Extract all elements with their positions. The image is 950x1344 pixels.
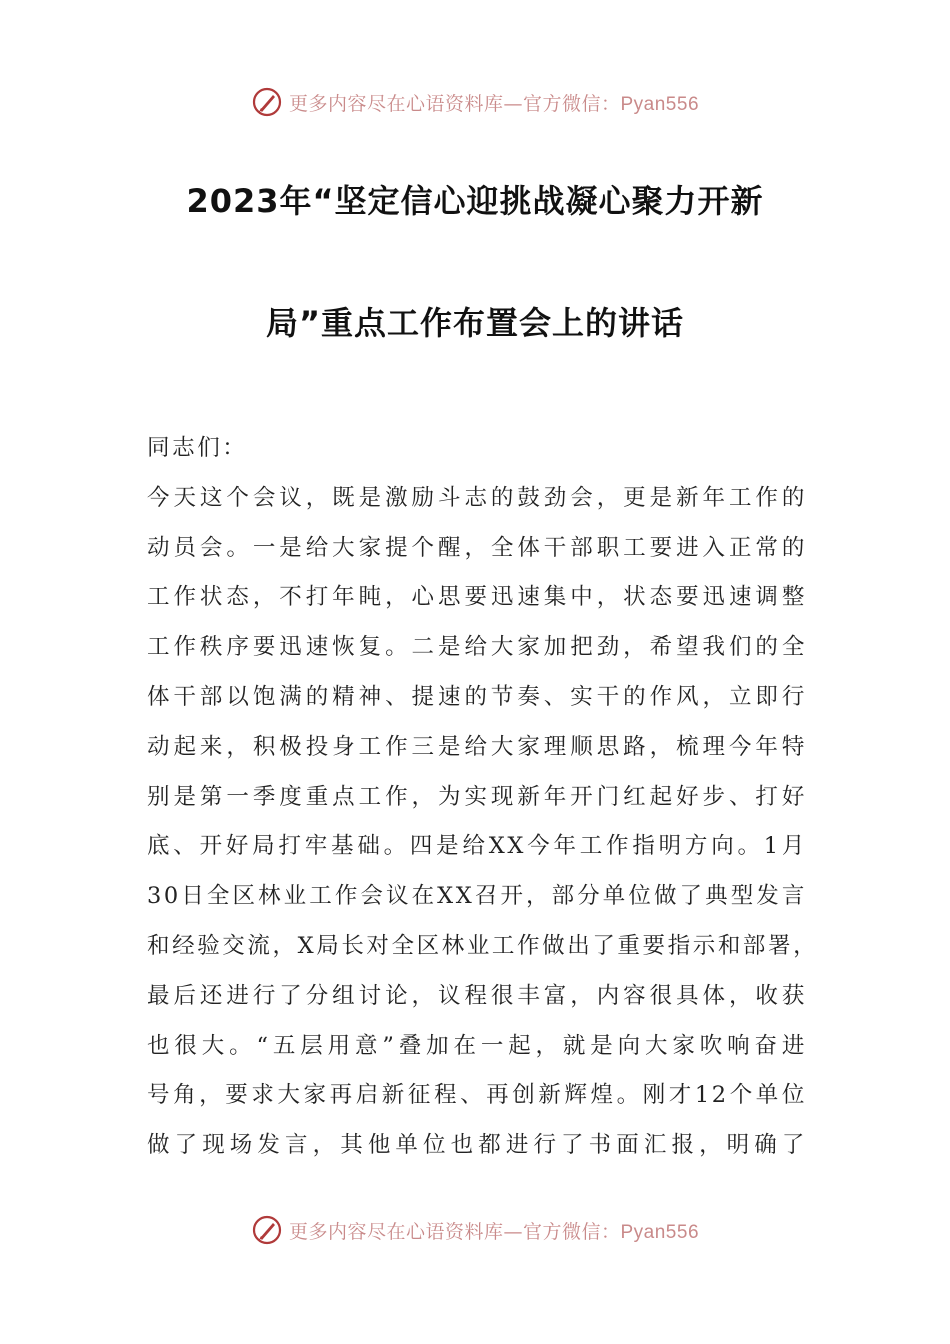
greeting-line: 同志们：: [147, 435, 248, 461]
body-line: 和经验交流，X局长对全区林业工作做出了重要指示和部署，: [147, 932, 819, 959]
body-line: 工作秩序要迅速恢复。二是给大家加把劲，希望我们的全: [147, 634, 807, 661]
body-line: 号角，要求大家再启新征程、再创新辉煌。刚才12个单位: [147, 1082, 807, 1109]
quill-logo-icon: [251, 86, 283, 118]
body-line: 动起来，积极投身工作三是给大家理顺思路，梳理今年特: [147, 733, 807, 760]
body-line: 30日全区林业工作会议在XX召开，部分单位做了典型发言: [147, 883, 807, 910]
watermark-header: [0, 82, 950, 122]
body-line: 动员会。一是给大家提个醒，全体干部职工要进入正常的: [147, 534, 807, 561]
document-body: [147, 424, 819, 1171]
body-line: 别是第一季度重点工作，为实现新年开门红起好步、打好: [147, 783, 807, 810]
document-title-line-2: 局”重点工作布置会上的讲话: [265, 304, 685, 342]
watermark-text: 更多内容尽在心语资料库—官方微信：Pyan556: [288, 92, 700, 115]
body-line: 做了现场发言，其他单位也都进行了书面汇报，明确了: [147, 1132, 807, 1159]
body-line: 体干部以饱满的精神、提速的节奏、实干的作风，立即行: [147, 683, 807, 710]
body-line: 工作状态，不打年盹，心思要迅速集中，状态要迅速调整: [147, 584, 807, 611]
body-line: 也很大。“五层用意”叠加在一起，就是向大家吹响奋进: [147, 1032, 807, 1059]
body-line: 最后还进行了分组讨论，议程很丰富，内容很具体，收获: [147, 982, 807, 1009]
watermark-footer: [0, 1210, 950, 1250]
body-line: 今天这个会议，既是激励斗志的鼓劲会，更是新年工作的: [147, 484, 807, 511]
document-title-line-1: 2023年“坚定信心迎挑战凝心聚力开新: [186, 182, 764, 220]
body-line: 底、开好局打牢基础。四是给XX今年工作指明方向。1月: [147, 833, 807, 860]
quill-logo-icon: [251, 1214, 283, 1246]
watermark-text: 更多内容尽在心语资料库—官方微信：Pyan556: [288, 1220, 700, 1243]
